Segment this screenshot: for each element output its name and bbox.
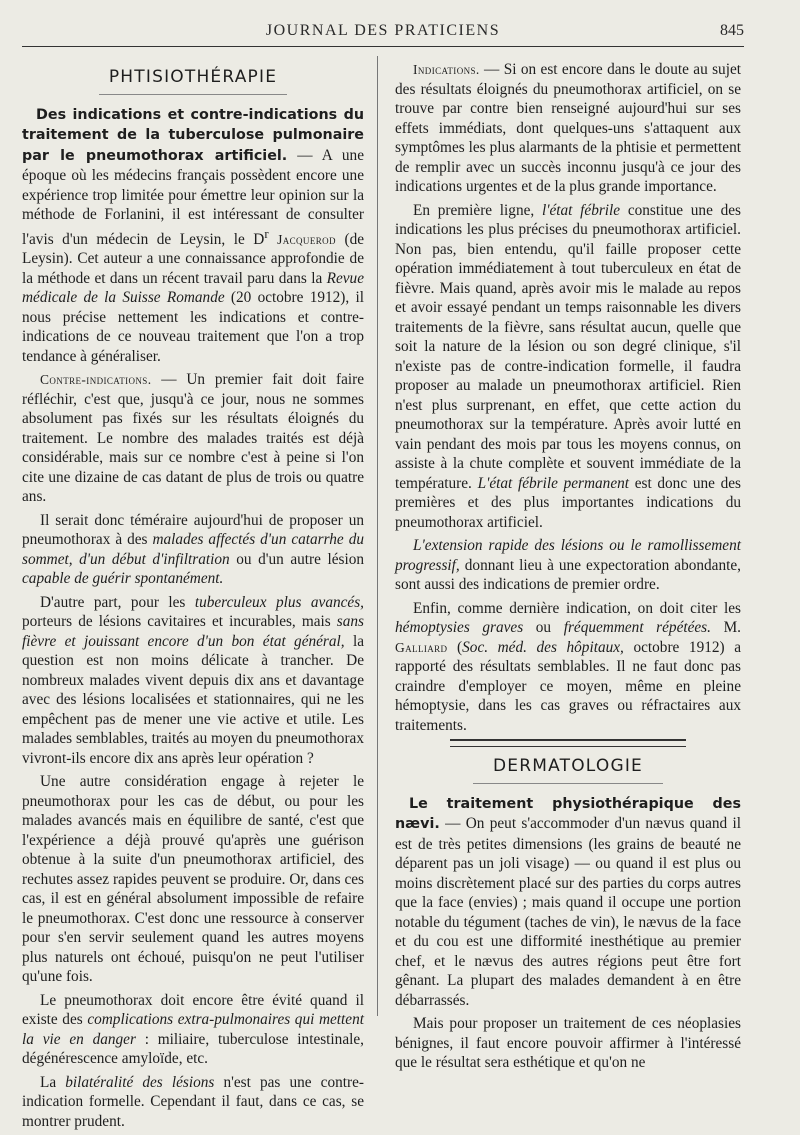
text-run: Mais pour proposer un traitement de ces néoplasies bénignes, il faut encore pouvoir affirmer à l'intéressé que le résultat sera esthétique et qu'on ne <box>395 1015 741 1071</box>
article-paragraph <box>22 1073 364 1132</box>
article-paragraph <box>22 105 364 367</box>
text-run: — A une époque où les médecins français possèdent encore une expérience trop limitée pour émettre leur opinion sur la méthode de Forlanini, il est intéressant de consulter l'avis d'un médecin de Leysin, le D <box>22 146 364 248</box>
page-number: 845 <box>720 22 744 39</box>
article-heading: Le traitement physiothérapique des nævi. <box>395 795 741 832</box>
text-run: constitue une des indications les plus précises du pneumothorax artificiel. Non pas, bien entendu, qu'il faille proposer cette opération immédiatement à tout tuberculeux en état de fièvre. Mais quand, après avoir mis le malade au repos et avoir essayé pendant un temps raisonnable les divers traitements de la fièvre, sans résultat aucun, quelle que soit la nature de la lésion ou son degré clinique, s'il n'existe pas de contre-indication formelle, il faudra proposer au malade un pneumothorax artificiel. Rien n'est plus surprenant, en effet, que cette action du pneumothorax sur la température. Après avoir lutté en vain pendant des mois par tous les moyens connus, on assiste à la chute complète et souvent immédiate de la température. <box>395 201 741 492</box>
article-heading: Des indications et contre-indications du traitement de la tuberculose pulmonaire par le pneumothorax artificiel. <box>22 106 364 164</box>
text-run: Il serait donc téméraire aujourd'hui de proposer un pneumothorax à des <box>22 511 364 549</box>
text-run: Une autre considération engage à rejeter le pneumothorax pour les cas de début, ou pour les malades avancés mais en équilibre de santé, c'est que l'expérience a déjà prouvé qu'après une guérison obtenue à la suite d'un pneumothorax artificiel, des rechutes assez rapides peuvent se produire. Or, dans ces cas, il est en général absolument impossible de refaire le pneumothorax. C'est donc une ressource à conserver pour s'en servir seulement quand les autres moyens plus naturels ont échoué, puisqu'on ne peut l'utiliser qu'une fois. <box>22 773 364 986</box>
article-paragraph <box>22 370 364 507</box>
text-run: La <box>40 1073 66 1091</box>
text-run: Le pneumothorax doit encore être évité quand il existe des <box>22 991 364 1029</box>
journal-title: JOURNAL DES PRATICIENS <box>265 22 501 39</box>
text-run: hémoptysies graves <box>395 619 524 636</box>
article-paragraph <box>395 794 741 1011</box>
small-caps-term: Galliard <box>395 639 448 655</box>
text-run: porteurs de lésions cavitaires et incurables, mais <box>22 613 337 631</box>
text-run: r <box>264 226 269 241</box>
text-run: L'extension rapide des lésions ou le ramollissement progressif, <box>395 537 741 574</box>
text-run: En première ligne, <box>413 201 542 219</box>
small-caps-term: Jacquerod <box>268 231 336 247</box>
text-run: (de Leysin). Cet auteur a une connaissance approfondie de la méthode et dans un récent travail paru dans la <box>22 230 365 287</box>
text-run: n'est pas une contre-indication formelle. Cependant il faut, dans ce cas, se montrer prudent. <box>22 1073 364 1130</box>
article-paragraph <box>22 991 364 1069</box>
section-title-phtisiotherapie: PHTISIOTHÉRAPIE <box>108 67 278 87</box>
header-rule <box>22 46 744 47</box>
article-paragraph <box>22 511 364 589</box>
text-run: — On peut s'accommoder d'un nævus quand il est de très petites dimensions (les grains de beauté ne déparent pas un joli visage) — ou quand il est plus ou moins discrètement placé sur des parties du corps autres que la face (envies) ; mais quand il occupe une portion notable du tégument (taches de vin), le nævus de la face et du cou est une difformité inesthétique au premier chef, et le nævus des autres régions peut être fort gênant. La plupart des malades demandent à en être débarrassés. <box>395 815 741 1009</box>
column-divider <box>377 56 378 1016</box>
article-paragraph <box>22 772 364 987</box>
text-run: fréquemment répétées. <box>563 619 711 636</box>
article-paragraph <box>395 60 741 197</box>
text-run: (20 octobre 1912), il nous précise nettement les indications et contre-indications de ce nouveau traitement que l'on a trop tendance à généraliser. <box>22 289 364 365</box>
small-caps-term: Indications. <box>413 62 480 77</box>
section-ornament-rule <box>473 783 663 784</box>
text-run: M. <box>710 619 742 636</box>
right-column <box>395 60 741 1077</box>
text-run: D'autre part, pour les <box>40 593 195 611</box>
left-column <box>22 60 364 1135</box>
running-head <box>22 18 744 44</box>
text-run: octobre 1912) a rapporté des résultats semblables. Il ne faut donc pas craindre d'employer ce moyen, même en pleine hémoptysie, dans les cas graves ou réfractaires aux traitements. <box>395 638 741 734</box>
text-run: tuberculeux plus avancés, <box>194 593 364 611</box>
text-run: ( <box>447 638 463 656</box>
section-title-dermatologie: DERMATOLOGIE <box>493 756 643 776</box>
small-caps-term: Contre-indications. <box>40 372 152 388</box>
article-paragraph <box>395 1014 741 1073</box>
text-run: l'état fébrile <box>541 201 621 219</box>
text-run: : miliaire, tuberculose intestinale, dégénérescence amyloïde, etc. <box>22 1030 364 1068</box>
text-run: ou <box>523 619 564 636</box>
section-ornament-rule <box>99 94 287 95</box>
text-run: malades affectés d'un catarrhe du sommet, d'un début d'infiltration <box>22 531 364 568</box>
text-run: capable de guérir spontanément. <box>22 570 224 588</box>
text-run: donnant lieu à une expectoration abondante, sont aussi des indications de premier ordre. <box>395 556 741 593</box>
text-run: est donc une des premières et des plus importantes indications du pneumothorax artificiel. <box>395 474 741 531</box>
text-run: complications extra-pulmonaires qui mettent la vie en danger <box>22 1011 364 1048</box>
text-run: Enfin, comme dernière indication, on doit citer les <box>413 599 741 617</box>
article-paragraph <box>395 536 741 595</box>
text-run: la question est non moins délicate à trancher. De nombreux malades vivent depuis dix ans et davantage avec des lésions localisées et stationnaires, qui ne les empêchent pas de mener une vie active et utile. Les malades semblables, traités au moyen du pneumothorax vivront-ils encore dix ans après leur opération ? <box>22 632 365 767</box>
text-run: L'état fébrile permanent <box>477 474 630 492</box>
text-run: bilatéralité des lésions <box>65 1073 215 1091</box>
text-run: ou d'un autre lésion <box>229 550 364 568</box>
text-run: sans fièvre et jouissant encore d'un bon état général, <box>22 613 364 650</box>
text-run: Soc. méd. des hôpitaux, <box>462 638 624 656</box>
article-paragraph <box>22 593 364 769</box>
text-run: — Si on est encore dans le doute au sujet des résultats éloignés du pneumothorax artificiel, on se trouve par contre bien renseigné aujourd'hui sur ses effets immédiats, dont quelques-uns s'attaquent aux symptômes les plus alarmants de la phtisie et permettent de remplir avec un succès inconnu jusqu'à ce jour des indications urgentes et de la plus grande importance. <box>395 61 741 195</box>
article-paragraph <box>395 201 741 533</box>
section-separator-rule <box>450 739 685 747</box>
article-paragraph <box>395 599 741 736</box>
text-run: Revue médicale de la Suisse Romande <box>22 269 364 307</box>
text-run: — Un premier fait doit faire réfléchir, c'est que, jusqu'à ce jour, nous ne sommes absolument pas fixés sur les résultats éloignés du traitement. Le nombre des malades traités est déjà considérable, mais sur ce nombre c'est à peine si l'on cite une dizaine de cas datant de plus de trois ou quatre ans. <box>22 371 364 506</box>
